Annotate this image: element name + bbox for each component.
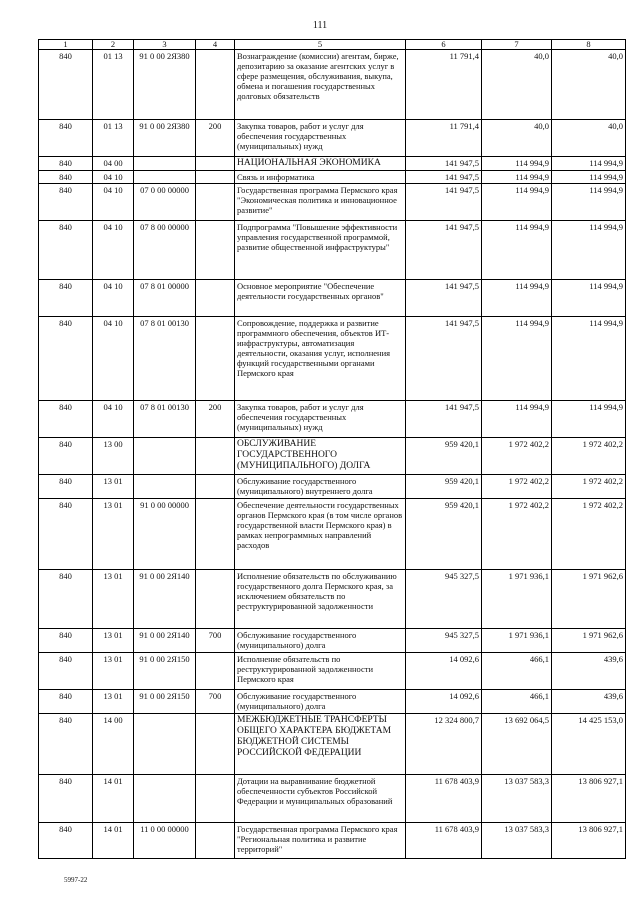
expense-type-cell: [196, 714, 235, 775]
amount-year3-cell: 114 994,9: [552, 171, 626, 184]
amount-year2-cell: 1 971 936,1: [482, 629, 552, 653]
target-code-cell: 07 8 00 00000: [134, 221, 196, 280]
amount-year1-cell: 11 678 403,9: [406, 775, 482, 823]
amount-year3-cell: 114 994,9: [552, 280, 626, 317]
table-row: [39, 823, 626, 859]
section-code-cell: 13 01: [93, 629, 134, 653]
amount-year3-cell: 114 994,9: [552, 184, 626, 221]
amount-year3-cell: 114 994,9: [552, 221, 626, 280]
item-name-cell: Вознаграждение (комиссии) агентам, бирже, депозитарию за оказание агентских услуг в сфере размещения, обслуживания, выкупа, обмена и погашения государственных долговых обязательств: [235, 50, 406, 120]
amount-year1-cell: 141 947,5: [406, 157, 482, 171]
target-code-cell: 07 8 01 00130: [134, 317, 196, 401]
admin-code-cell: 840: [39, 120, 93, 157]
section-code-cell: 13 01: [93, 690, 134, 714]
amount-year1-cell: 959 420,1: [406, 475, 482, 499]
section-code-cell: 04 10: [93, 184, 134, 221]
section-code-cell: 01 13: [93, 120, 134, 157]
section-code-cell: 04 10: [93, 221, 134, 280]
target-code-cell: 91 0 00 2Я380: [134, 50, 196, 120]
amount-year3-cell: 114 994,9: [552, 317, 626, 401]
item-name-cell: Обслуживание государственного (муниципального) долга: [235, 690, 406, 714]
admin-code-cell: 840: [39, 171, 93, 184]
amount-year1-cell: 11 678 403,9: [406, 823, 482, 859]
expense-type-cell: 700: [196, 690, 235, 714]
target-code-cell: 11 0 00 00000: [134, 823, 196, 859]
admin-code-cell: 840: [39, 823, 93, 859]
amount-year2-cell: 114 994,9: [482, 280, 552, 317]
admin-code-cell: 840: [39, 221, 93, 280]
column-number: 5: [235, 40, 406, 50]
amount-year1-cell: 12 324 800,7: [406, 714, 482, 775]
table-body: [39, 50, 626, 859]
amount-year2-cell: 40,0: [482, 120, 552, 157]
target-code-cell: 91 0 00 2Я140: [134, 629, 196, 653]
budget-table: [38, 39, 626, 859]
table-row: [39, 171, 626, 184]
item-name-cell: НАЦИОНАЛЬНАЯ ЭКОНОМИКА: [235, 157, 406, 171]
amount-year2-cell: 114 994,9: [482, 184, 552, 221]
column-number: 6: [406, 40, 482, 50]
target-code-cell: [134, 157, 196, 171]
expense-type-cell: [196, 280, 235, 317]
amount-year2-cell: 1 971 936,1: [482, 570, 552, 629]
target-code-cell: [134, 475, 196, 499]
target-code-cell: 91 0 00 2Я150: [134, 690, 196, 714]
amount-year1-cell: 141 947,5: [406, 280, 482, 317]
item-name-cell: Государственная программа Пермского края "Региональная политика и развитие территорий": [235, 823, 406, 859]
item-name-cell: Дотации на выравнивание бюджетной обеспеченности субъектов Российской Федерации и муниципальных образований: [235, 775, 406, 823]
item-name-cell: Подпрограмма "Повышение эффективности управления государственной программой, развитие общественной инфраструктуры": [235, 221, 406, 280]
expense-type-cell: [196, 653, 235, 690]
expense-type-cell: [196, 570, 235, 629]
item-name-cell: Обслуживание государственного (муниципального) долга: [235, 629, 406, 653]
table-row: [39, 653, 626, 690]
item-name-cell: Закупка товаров, работ и услуг для обеспечения государственных (муниципальных) нужд: [235, 120, 406, 157]
expense-type-cell: 200: [196, 401, 235, 438]
page-number: 111: [312, 20, 328, 31]
admin-code-cell: 840: [39, 653, 93, 690]
item-name-cell: Обеспечение деятельности государственных органов Пермского края (в том числе органов государственной власти Пермского края) в рамках непрограммных направлений расходов: [235, 499, 406, 570]
amount-year3-cell: 439,6: [552, 690, 626, 714]
table-row: [39, 317, 626, 401]
item-name-cell: Государственная программа Пермского края "Экономическая политика и инновационное развитие": [235, 184, 406, 221]
amount-year1-cell: 14 092,6: [406, 690, 482, 714]
target-code-cell: 07 0 00 00000: [134, 184, 196, 221]
expense-type-cell: [196, 157, 235, 171]
amount-year2-cell: 13 037 583,3: [482, 823, 552, 859]
item-name-cell: Закупка товаров, работ и услуг для обеспечения государственных (муниципальных) нужд: [235, 401, 406, 438]
column-number: 8: [552, 40, 626, 50]
amount-year2-cell: 114 994,9: [482, 171, 552, 184]
section-code-cell: 04 10: [93, 171, 134, 184]
expense-type-cell: [196, 171, 235, 184]
amount-year2-cell: 40,0: [482, 50, 552, 120]
expense-type-cell: [196, 775, 235, 823]
section-code-cell: 01 13: [93, 50, 134, 120]
expense-type-cell: [196, 50, 235, 120]
item-name-cell: Основное мероприятие "Обеспечение деятельности государственных органов": [235, 280, 406, 317]
expense-type-cell: 700: [196, 629, 235, 653]
target-code-cell: 91 0 00 2Я150: [134, 653, 196, 690]
amount-year1-cell: 959 420,1: [406, 438, 482, 475]
amount-year3-cell: 14 425 153,0: [552, 714, 626, 775]
item-name-cell: Исполнение обязательств по обслуживанию государственного долга Пермского края, за исключением обязательств по реструктурированной задолженности: [235, 570, 406, 629]
admin-code-cell: 840: [39, 475, 93, 499]
admin-code-cell: 840: [39, 438, 93, 475]
table-row: [39, 221, 626, 280]
expense-type-cell: [196, 221, 235, 280]
item-name-cell: Связь и информатика: [235, 171, 406, 184]
column-number: 4: [196, 40, 235, 50]
target-code-cell: 91 0 00 2Я380: [134, 120, 196, 157]
target-code-cell: [134, 438, 196, 475]
admin-code-cell: 840: [39, 499, 93, 570]
footer-code: 5997-22: [64, 876, 88, 884]
section-code-cell: 04 00: [93, 157, 134, 171]
section-code-cell: 13 01: [93, 499, 134, 570]
item-name-cell: Сопровождение, поддержка и развитие программного обеспечения, объектов ИТ-инфраструктуры, автоматизация деятельности, оказания услуг, исполнения функций государственными органами Пермского края: [235, 317, 406, 401]
table-row: [39, 280, 626, 317]
amount-year2-cell: 466,1: [482, 690, 552, 714]
column-number: 1: [39, 40, 93, 50]
table-row: [39, 184, 626, 221]
amount-year3-cell: 13 806 927,1: [552, 823, 626, 859]
target-code-cell: [134, 171, 196, 184]
section-code-cell: 04 10: [93, 280, 134, 317]
column-number: 3: [134, 40, 196, 50]
expense-type-cell: 200: [196, 120, 235, 157]
amount-year2-cell: 1 972 402,2: [482, 499, 552, 570]
item-name-cell: МЕЖБЮДЖЕТНЫЕ ТРАНСФЕРТЫ ОБЩЕГО ХАРАКТЕРА БЮДЖЕТАМ БЮДЖЕТНОЙ СИСТЕМЫ РОССИЙСКОЙ ФЕДЕРАЦИИ: [235, 714, 406, 775]
item-name-cell: ОБСЛУЖИВАНИЕ ГОСУДАРСТВЕННОГО (МУНИЦИПАЛЬНОГО) ДОЛГА: [235, 438, 406, 475]
admin-code-cell: 840: [39, 280, 93, 317]
amount-year3-cell: 13 806 927,1: [552, 775, 626, 823]
expense-type-cell: [196, 475, 235, 499]
table-row: [39, 157, 626, 171]
section-code-cell: 14 01: [93, 775, 134, 823]
amount-year1-cell: 141 947,5: [406, 184, 482, 221]
admin-code-cell: 840: [39, 317, 93, 401]
amount-year1-cell: 141 947,5: [406, 317, 482, 401]
section-code-cell: 04 10: [93, 401, 134, 438]
target-code-cell: [134, 714, 196, 775]
admin-code-cell: 840: [39, 184, 93, 221]
table-row: [39, 438, 626, 475]
section-code-cell: 13 01: [93, 475, 134, 499]
admin-code-cell: 840: [39, 690, 93, 714]
table-row: [39, 629, 626, 653]
amount-year1-cell: 141 947,5: [406, 221, 482, 280]
target-code-cell: 91 0 00 00000: [134, 499, 196, 570]
amount-year2-cell: 13 037 583,3: [482, 775, 552, 823]
amount-year1-cell: 11 791,4: [406, 50, 482, 120]
admin-code-cell: 840: [39, 570, 93, 629]
table-row: [39, 714, 626, 775]
amount-year3-cell: 1 972 402,2: [552, 475, 626, 499]
admin-code-cell: 840: [39, 629, 93, 653]
column-number: 2: [93, 40, 134, 50]
amount-year1-cell: 141 947,5: [406, 401, 482, 438]
item-name-cell: Исполнение обязательств по реструктурированной задолженности Пермского края: [235, 653, 406, 690]
table-row: [39, 401, 626, 438]
expense-type-cell: [196, 317, 235, 401]
section-code-cell: 14 01: [93, 823, 134, 859]
target-code-cell: 91 0 00 2Я140: [134, 570, 196, 629]
amount-year2-cell: 114 994,9: [482, 157, 552, 171]
target-code-cell: [134, 775, 196, 823]
amount-year2-cell: 114 994,9: [482, 401, 552, 438]
table-row: [39, 475, 626, 499]
column-number-row: [39, 40, 626, 50]
section-code-cell: 13 01: [93, 570, 134, 629]
amount-year2-cell: 13 692 064,5: [482, 714, 552, 775]
admin-code-cell: 840: [39, 401, 93, 438]
amount-year3-cell: 40,0: [552, 50, 626, 120]
amount-year1-cell: 959 420,1: [406, 499, 482, 570]
admin-code-cell: 840: [39, 714, 93, 775]
amount-year3-cell: 1 972 402,2: [552, 438, 626, 475]
expense-type-cell: [196, 184, 235, 221]
target-code-cell: 07 8 01 00130: [134, 401, 196, 438]
table-row: [39, 499, 626, 570]
admin-code-cell: 840: [39, 50, 93, 120]
amount-year1-cell: 14 092,6: [406, 653, 482, 690]
amount-year3-cell: 40,0: [552, 120, 626, 157]
table-row: [39, 775, 626, 823]
amount-year3-cell: 1 972 402,2: [552, 499, 626, 570]
section-code-cell: 13 01: [93, 653, 134, 690]
amount-year3-cell: 114 994,9: [552, 401, 626, 438]
amount-year2-cell: 1 972 402,2: [482, 438, 552, 475]
column-number: 7: [482, 40, 552, 50]
table-row: [39, 50, 626, 120]
section-code-cell: 14 00: [93, 714, 134, 775]
amount-year2-cell: 1 972 402,2: [482, 475, 552, 499]
amount-year3-cell: 439,6: [552, 653, 626, 690]
amount-year2-cell: 466,1: [482, 653, 552, 690]
expense-type-cell: [196, 499, 235, 570]
section-code-cell: 13 00: [93, 438, 134, 475]
item-name-cell: Обслуживание государственного (муниципального) внутреннего долга: [235, 475, 406, 499]
table-row: [39, 120, 626, 157]
target-code-cell: 07 8 01 00000: [134, 280, 196, 317]
amount-year1-cell: 141 947,5: [406, 171, 482, 184]
table-row: [39, 690, 626, 714]
expense-type-cell: [196, 438, 235, 475]
amount-year3-cell: 1 971 962,6: [552, 570, 626, 629]
amount-year1-cell: 945 327,5: [406, 570, 482, 629]
amount-year3-cell: 1 971 962,6: [552, 629, 626, 653]
amount-year1-cell: 11 791,4: [406, 120, 482, 157]
amount-year3-cell: 114 994,9: [552, 157, 626, 171]
section-code-cell: 04 10: [93, 317, 134, 401]
admin-code-cell: 840: [39, 775, 93, 823]
amount-year2-cell: 114 994,9: [482, 317, 552, 401]
amount-year2-cell: 114 994,9: [482, 221, 552, 280]
expense-type-cell: [196, 823, 235, 859]
admin-code-cell: 840: [39, 157, 93, 171]
table-row: [39, 570, 626, 629]
amount-year1-cell: 945 327,5: [406, 629, 482, 653]
